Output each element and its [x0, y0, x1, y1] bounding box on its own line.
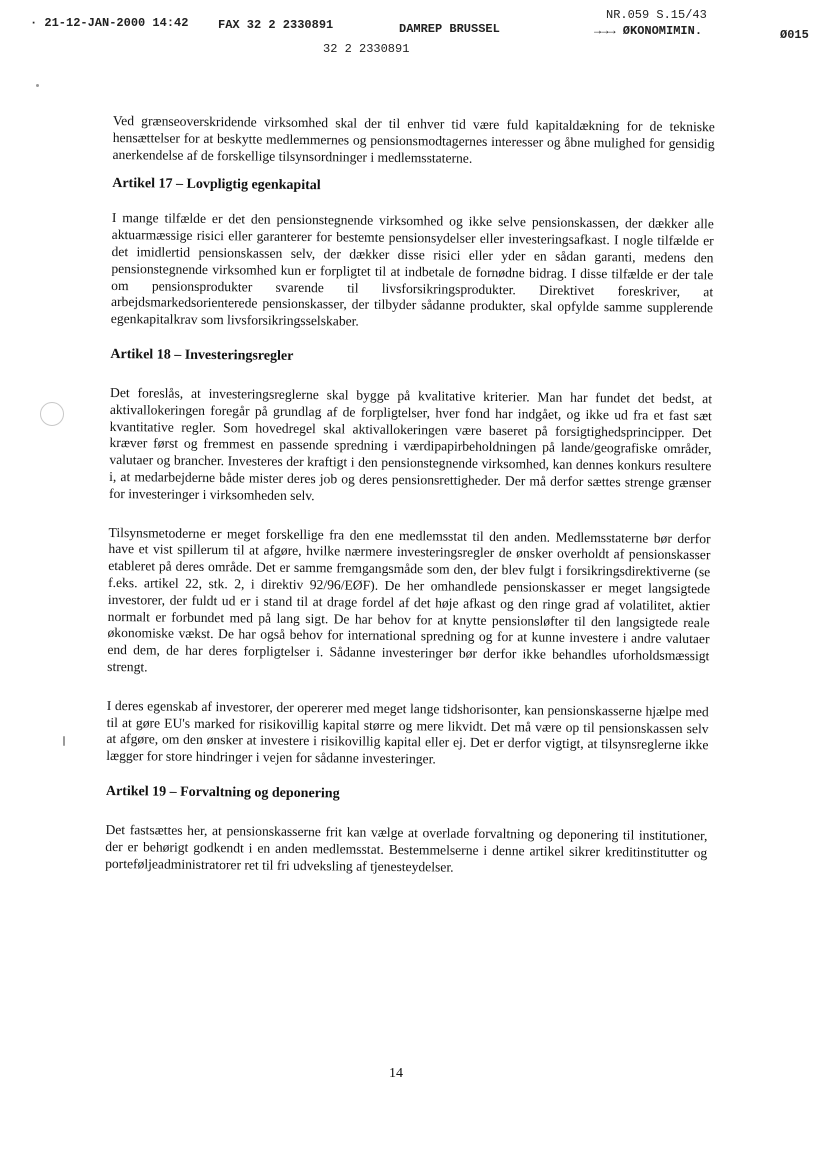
document-body: [105, 113, 715, 879]
fax-number: FAX 32 2 2330891: [218, 18, 334, 32]
fax-transmission-number: NR.059 S.15/43: [606, 8, 707, 22]
heading-article-17: Artikel 17 – Lovpligtig egenkapital: [112, 176, 321, 194]
fax-sender: DAMREP BRUSSEL: [399, 22, 500, 36]
scan-speck: [36, 84, 39, 87]
heading-article-19: Artikel 19 – Forvaltning og deponering: [105, 783, 340, 802]
article-18-paragraph-2: Tilsynsmetoderne er meget forskellige fra den ene medlemsstat til den anden. Medlemsstaterne bør derfor have et vist spillerum til at afgøre, hvilke nærmere investeringsregler de ønsker overholdt af pensionskasser etableret på deres område. Det er samme fremgangsmåde som den, der blev fulgt i forsikringsdirektiverne (se f.eks. artikel 22, stk. 2, i direktiv 92/96/EØF). De her omhandlede pensionskasser er meget langsigtede investorer, der fuldt ud er i stand til at drage fordel af det høje afkast og den ringe grad af volatilitet, aktier normalt er forbundet med på lang sigt. De har behov for at knytte pensionsløfter til den langsigtede reale økonomiske vækst. De har også behov for international spredning og for at kunne investere i andre valutaer end dem, de har deres forpligtelser i. Sådanne investeringer bør derfor ikke behandles uforholdsmæssigt strengt.: [107, 524, 711, 675]
article-19-paragraph: Det fastsættes her, at pensionskasserne frit kan vælge at overlade forvaltning og deponering til institutioner, der er behørigt godkendt i en anden medlemsstat. Bestemmelserne i denne artikel sikrer kreditinstitutter og porteføljeadministratorer ret til fri udveksling af tjenesteydelser.: [105, 821, 708, 875]
intro-paragraph: Ved grænseoverskridende virksomhed skal der til enhver tid være fuld kapitaldækning for de tekniske hensættelser for at beskytte medlemmernes og pensionsmodtagernes interesser og åbne mulighed for gensidig anerkendelse af de forskellige tilsynsordninger i medlemsstaterne.: [112, 113, 715, 166]
article-17-paragraph: I mange tilfælde er det den pensionstegnende virksomhed og ikke selve pensionskassen, der dækker alle aktuarmæssige risici eller garanterer for bestemte pensionsydelser eller investeringsafkast. I nogle tilfælde er det imidlertid pensionskassen selv, der dækker disse risici eller yder en sådan garanti, medens den pensionstegnende virksomhed kun er forpligtet til at indbetale de fornødne bidrag. I disse tilfælde er der tale om pensionsprodukter svarende til livsforsikringsprodukter. Direktivet foreskriver, at arbejdsmarkedsorienterede pensionskasser, der tilbyder sådanne produkter, skal opfylde samme supplerende egenkapitalkrav som livsforsikringsselskaber.: [110, 210, 714, 329]
fax-recipient: →→→ ØKONOMIMIN.: [594, 24, 703, 38]
heading-article-18: Artikel 18 – Investeringsregler: [110, 346, 294, 364]
fax-header: [0, 0, 827, 64]
punch-hole-mark: [40, 402, 64, 426]
fax-timestamp: · 21-12-JAN-2000 14:42: [30, 16, 189, 30]
fax-page-counter: Ø015: [780, 28, 809, 42]
article-18-paragraph-3: I deres egenskab af investorer, der opererer med meget lange tidshorisonter, kan pensionskasserne hjælpe med til at gøre EU's marked for risikovillig kapital større og mere likvidt. Det må være op til pensionskassen selv at afgøre, om den ønsker at investere i risikovillig kapital eller ej. Det er derfor vigtigt, at tilsynsreglerne ikke lægger for store hindringer i vejen for sådanne investeringer.: [106, 697, 709, 767]
fax-sub-number: 32 2 2330891: [323, 42, 410, 56]
page-number: 14: [389, 1066, 403, 1081]
article-18-paragraph-1: Det foreslås, at investeringsreglerne skal bygge på kvalitative kriterier. Man har fundet det bedst, at aktivallokeringen foregår på grundlag af de forpligtelser, hver fond har indgået, og ikke ud fra et fast sæt kvantitative regler. Som hovedregel skal aktivallokeringen være baseret på forsigtighedsprincipper. Det kræver først og fremmest en passende spredning i værdipapirbeholdningen på lande/geografiske områder, valutaer og brancher. Investeres der kraftigt i den pensionstegnende virksomhed, kan dennes konkurs resultere i, at medarbejderne både mister deres job og deres pensionsrettigheder. Der må derfor sættes strenge grænser for investeringer i virksomheden selv.: [108, 384, 713, 503]
scan-speck: [63, 736, 65, 746]
